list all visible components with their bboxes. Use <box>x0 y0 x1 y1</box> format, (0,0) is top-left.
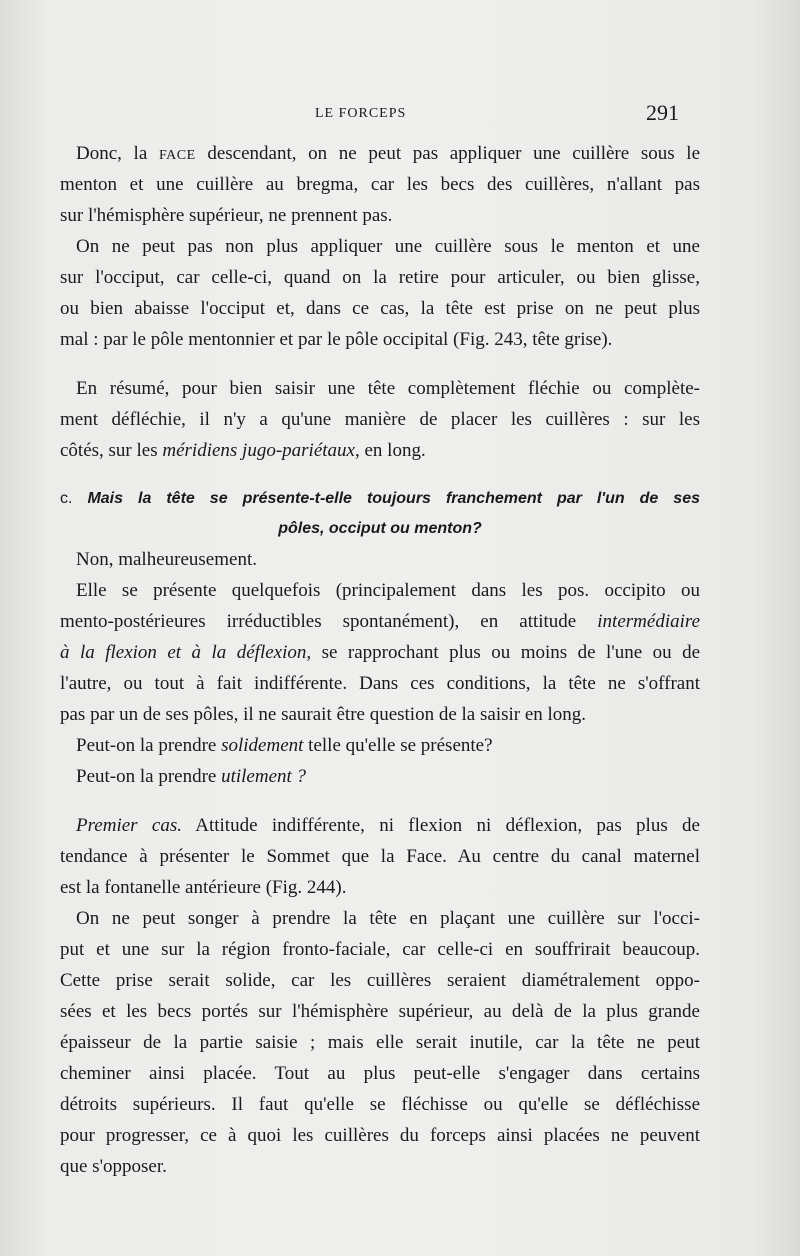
text-line: sées et les becs portés sur l'hémisphère supérieur, au delà de la plus grande <box>60 1001 700 1022</box>
paragraph <box>60 544 700 575</box>
text-line: Donc, la FACE descendant, on ne peut pas appliquer une cuillère sous le <box>76 143 700 164</box>
paragraph <box>60 903 700 1182</box>
running-title: LE FORCEPS <box>315 106 407 121</box>
italic-term: solidement <box>221 735 304 756</box>
paragraph <box>60 575 700 730</box>
page-number: 291 <box>646 100 679 125</box>
text-line: On ne peut pas non plus appliquer une cuillère sous le menton et une <box>76 236 700 257</box>
italic-term: méridiens jugo-pariétaux <box>162 440 355 461</box>
section-question <box>60 484 700 544</box>
question-line: c. Mais la tête se présente-t-elle toujours franchement par l'un de ses <box>60 490 700 507</box>
text-line: menton et une cuillère au bregma, car les becs des cuillères, n'allant pas <box>60 174 700 195</box>
paragraph <box>60 138 700 231</box>
question-line: pôles, occiput ou menton? <box>278 520 482 537</box>
text-line: Elle se présente quelquefois (principalement dans les pos. occipito ou <box>76 580 700 601</box>
paragraph-gap <box>60 466 700 484</box>
paragraph <box>60 373 700 466</box>
text-line: est la fontanelle antérieure (Fig. 244). <box>60 877 347 898</box>
text-line: tendance à présenter le Sommet que la Face. Au centre du canal maternel <box>60 846 700 867</box>
text-line: mento-postérieures irréductibles spontanément), en attitude intermédiaire <box>60 611 700 632</box>
page-header <box>0 100 800 130</box>
paragraph <box>60 810 700 903</box>
text-line: ment défléchie, il n'y a qu'une manière de placer les cuillères : sur les <box>60 409 700 430</box>
text-line: Peut-on la prendre utilement ? <box>76 766 307 787</box>
text-line: sur l'hémisphère supérieur, ne prennent pas. <box>60 205 393 226</box>
text-line: épaisseur de la partie saisie ; mais elle serait inutile, car la tête ne peut <box>60 1032 700 1053</box>
text-line: cheminer ainsi placée. Tout au plus peut-elle s'engager dans certains <box>60 1063 700 1084</box>
italic-term: à la flexion et à la déflexion, <box>60 642 312 663</box>
text-line: Premier cas. Attitude indifférente, ni flexion ni déflexion, pas plus de <box>76 815 700 836</box>
page-body <box>60 138 700 1182</box>
text-line: On ne peut songer à prendre la tête en plaçant une cuillère sur l'occi- <box>76 908 700 929</box>
text-line: que s'opposer. <box>60 1156 167 1177</box>
text-line: pas par un de ses pôles, il ne saurait être question de la saisir en long. <box>60 704 587 725</box>
paragraph <box>60 730 700 761</box>
text-line: Non, malheureusement. <box>76 549 257 570</box>
text-line: sur l'occiput, car celle-ci, quand on la retire pour articuler, ou bien glisse, <box>60 267 700 288</box>
text-line: mal : par le pôle mentonnier et par le pôle occipital (Fig. 243, tête grise). <box>60 329 613 350</box>
paragraph-gap <box>60 355 700 373</box>
text-line: pour progresser, ce à quoi les cuillères du forceps ainsi placées ne peuvent <box>60 1125 700 1146</box>
paragraph-gap <box>60 792 700 810</box>
italic-term: intermédiaire <box>597 611 700 632</box>
small-caps-word: FACE <box>158 148 196 163</box>
text-line: put et une sur la région fronto-faciale, car celle-ci en souffrirait beaucoup. <box>60 939 700 960</box>
text-line: Cette prise serait solide, car les cuillères seraient diamétralement oppo- <box>60 970 700 991</box>
text-line: ou bien abaisse l'occiput et, dans ce cas, la tête est prise on ne peut plus <box>60 298 700 319</box>
italic-term: Premier cas. <box>76 815 182 836</box>
text-line: à la flexion et à la déflexion, se rapprochant plus ou moins de l'une ou de <box>60 642 700 663</box>
text-line: Peut-on la prendre solidement telle qu'elle se présente? <box>76 735 493 756</box>
text-line: côtés, sur les méridiens jugo-pariétaux, en long. <box>60 440 426 461</box>
text-line: l'autre, ou tout à fait indifférente. Dans ces conditions, la tête ne s'offrant <box>60 673 700 694</box>
paragraph <box>60 761 700 792</box>
text-line: En résumé, pour bien saisir une tête complètement fléchie ou complète- <box>76 378 700 399</box>
text-line: détroits supérieurs. Il faut qu'elle se fléchisse ou qu'elle se défléchisse <box>60 1094 700 1115</box>
paragraph <box>60 231 700 355</box>
italic-term: utilement ? <box>221 766 307 787</box>
question-letter: c. <box>60 490 73 507</box>
